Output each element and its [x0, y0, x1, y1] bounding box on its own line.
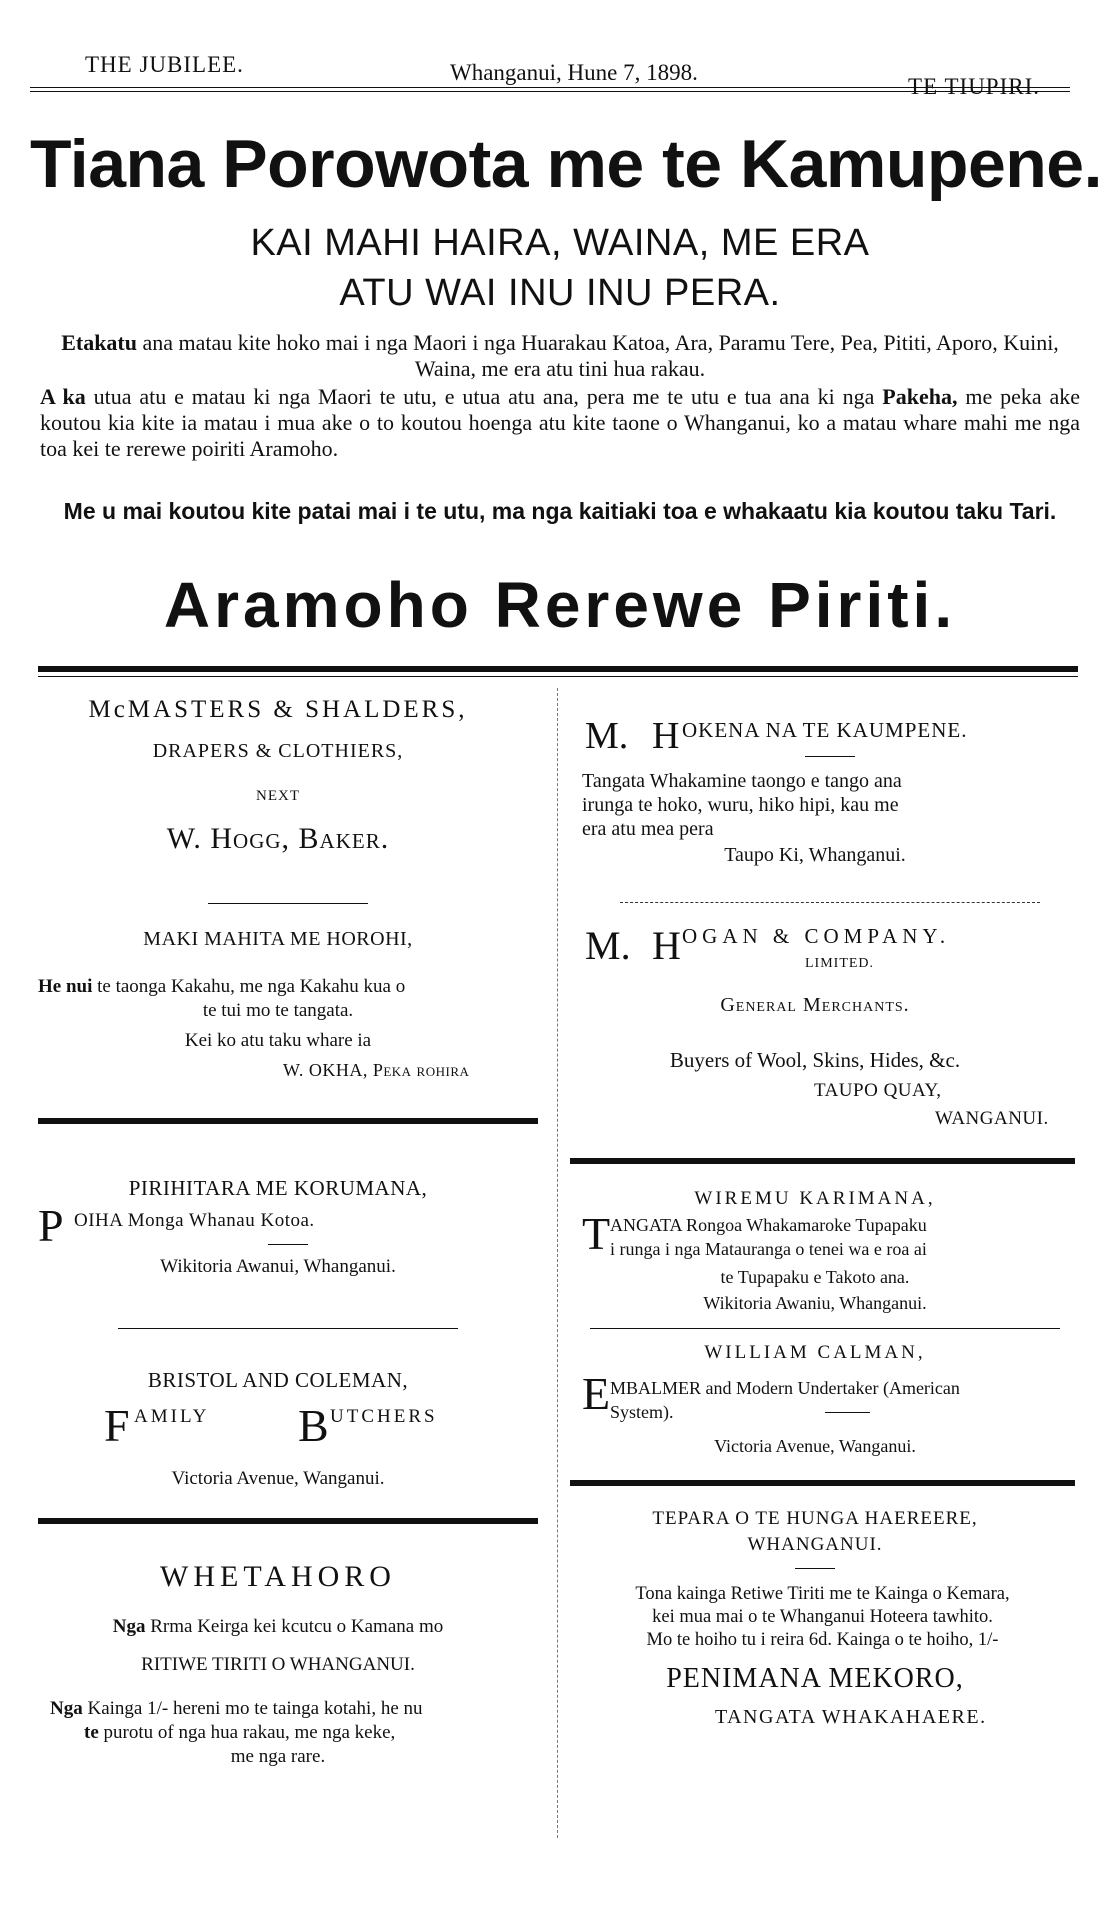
- para1-lead: Etakatu: [61, 330, 137, 355]
- bristol-word-family: AMILY: [134, 1406, 210, 1427]
- maki-signature: W. OKHA, Peka rohira: [283, 1060, 470, 1080]
- hogan-line2: TAUPO QUAY,: [814, 1080, 942, 1101]
- divider: [118, 1328, 458, 1329]
- wiremu-dropcap: T: [582, 1208, 611, 1259]
- whetahoro-line4-text: purotu of nga hua rakau, me nga keke,: [98, 1722, 396, 1743]
- calman-line1: MBALMER and Modern Undertaker (American: [610, 1378, 960, 1398]
- section-rule-thin: [38, 676, 1078, 677]
- section-rule: [38, 1118, 538, 1124]
- hogan-cap-m: M.: [585, 923, 631, 968]
- para2-lead: A ka: [40, 384, 86, 409]
- wiremu-address: Wikitoria Awaniu, Whanganui.: [703, 1293, 927, 1313]
- mcmasters-name: McMASTERS & SHALDERS,: [88, 696, 468, 723]
- calman-address: Victoria Avenue, Wanganui.: [714, 1436, 916, 1456]
- hogan-title: OGAN & COMPANY.: [682, 924, 951, 948]
- ad-title: Tiana Porowota me te Kamupene.: [30, 126, 1103, 202]
- tepara-title: TANGATA WHAKAHAERE.: [715, 1706, 987, 1728]
- whetahoro-line1: [38, 1616, 518, 1638]
- divider-tiny: [268, 1244, 308, 1245]
- whetahoro-line4-lead: te: [84, 1722, 99, 1743]
- masthead-left: THE JUBILEE.: [85, 52, 244, 77]
- masthead-right: TE TIUPIRI.: [908, 74, 1040, 99]
- maki-line3: Kei ko atu taku whare ia: [184, 1030, 372, 1051]
- para2-text: utua atu e matau ki nga Maori te utu, e utua atu ana, pera me te utu e tua ana ki nga: [85, 384, 883, 409]
- para2-text2: me peka ake koutou kia kite ia matau i mua ake o to koutou hoenga atu kite taone o Whanganui, ko a matau whare mahi me nga toa kei te rerewe poiriti Aramoho.: [40, 384, 1080, 461]
- hokena-title: OKENA NA TE KAUMPENE.: [682, 718, 968, 742]
- masthead-rule: [30, 87, 1070, 92]
- wiremu-line1: ANGATA Rongoa Whakamaroke Tupapaku: [610, 1215, 927, 1235]
- hogan-limited: LIMITED.: [805, 956, 875, 971]
- wiremu-line2: i runga i nga Matauranga o tenei wa e roa ai: [610, 1239, 927, 1259]
- hokena-line2: irunga te hoko, wuru, hiko hipi, kau me: [582, 794, 899, 816]
- calman-dropcap: E: [582, 1368, 611, 1419]
- ad-call-line: Me u mai koutou kite patai mai i te utu, ma nga kaitiaki toa e whakaatu kia koutou taku Tari.: [63, 498, 1057, 524]
- section-rule: [38, 1518, 538, 1524]
- bristol-address: Victoria Avenue, Wanganui.: [171, 1468, 385, 1489]
- hokena-cap-h: H: [652, 715, 680, 757]
- whetahoro-line4: [84, 1722, 395, 1744]
- wiremu-line3: te Tupapaku e Takoto ana.: [720, 1267, 910, 1287]
- tepara-line1: Tona kainga Retiwe Tiriti me te Kainga o Kemara,: [635, 1584, 1010, 1604]
- pirihitara-dropcap: P: [38, 1200, 64, 1251]
- wiremu-heading: WIREMU KARIMANA,: [694, 1188, 936, 1209]
- ad-footer-title: Aramoho Rerewe Piriti.: [163, 569, 957, 641]
- hokena-line1: Tangata Whakamine taongo e tango ana: [582, 770, 902, 792]
- masthead-date: Whanganui, Hune 7, 1898.: [450, 60, 698, 85]
- masthead: [30, 52, 1070, 99]
- whetahoro-line5: me nga rare.: [230, 1746, 326, 1767]
- hokena-cap-m: M.: [585, 715, 629, 757]
- para1-text: ana matau kite hoko mai i nga Maori i nga Huarakau Katoa, Ara, Paramu Tere, Pea, Pititi, Aporo, Kuini, Waina, me era atu tini hua rakau.: [136, 330, 1059, 381]
- tepara-name: PENIMANA MEKORO,: [666, 1663, 964, 1694]
- bristol-cap-f: F: [104, 1400, 130, 1451]
- divider-short: [208, 903, 368, 904]
- whetahoro-line2: RITIWE TIRITI O WHANGANUI.: [141, 1654, 415, 1675]
- ad-subtitle-line1: KAI MAHI HAIRA, WAINA, ME ERA: [250, 222, 870, 264]
- mcmasters-neighbor: W. Hogg, Baker.: [166, 822, 390, 855]
- maki-line1: [38, 976, 405, 998]
- para2-lead2: Pakeha,: [882, 384, 958, 409]
- ad-subtitle-line2: ATU WAI INU INU PERA.: [339, 272, 781, 314]
- maki-heading: MAKI MAHITA ME HOROHI,: [143, 928, 413, 950]
- column-divider: [557, 688, 558, 1838]
- tepara-heading2: WHANGANUI.: [747, 1534, 883, 1555]
- hogan-line3: WANGANUI.: [935, 1108, 1049, 1129]
- hogan-line1: Buyers of Wool, Skins, Hides, &c.: [669, 1048, 961, 1072]
- whetahoro-line3-lead: Nga: [50, 1698, 83, 1719]
- divider: [590, 1328, 1060, 1329]
- bristol-heading: BRISTOL AND COLEMAN,: [147, 1368, 409, 1392]
- pirihitara-line1: OIHA Monga Whanau Kotoa.: [74, 1210, 315, 1231]
- whetahoro-line3: [50, 1698, 423, 1720]
- tepara-heading1: TEPARA O TE HUNGA HAEREERE,: [652, 1508, 978, 1529]
- ad-paragraph-1: [40, 330, 1080, 382]
- divider-dashed: [620, 902, 1040, 903]
- mcmasters-trade: DRAPERS & CLOTHIERS,: [152, 740, 404, 762]
- left-column: [38, 688, 543, 1838]
- hogan-cap-h: H: [652, 923, 681, 968]
- bristol-cap-b: B: [298, 1400, 329, 1451]
- maki-text1: te taonga Kakahu, me nga Kakahu kua o: [92, 976, 406, 997]
- tepara-line2: kei mua mai o te Whanganui Hoteera tawhito.: [652, 1607, 993, 1627]
- section-rule: [570, 1158, 1075, 1164]
- bristol-word-butchers: UTCHERS: [330, 1406, 438, 1427]
- divider-tiny: [825, 1412, 870, 1413]
- calman-line2: System).: [610, 1402, 674, 1422]
- right-column: [570, 688, 1075, 1838]
- section-rule: [570, 1480, 1075, 1486]
- pirihitara-heading: PIRIHITARA ME KORUMANA,: [128, 1176, 428, 1200]
- hokena-line3: era atu mea pera: [582, 818, 714, 840]
- mcmasters-next: NEXT: [256, 788, 300, 804]
- maki-line2: te tui mo te tangata.: [202, 1000, 354, 1021]
- whetahoro-line1-lead: Nga: [112, 1616, 146, 1637]
- section-rule: [38, 666, 1078, 672]
- divider-tiny: [805, 756, 855, 757]
- divider-tiny: [795, 1568, 835, 1569]
- whetahoro-line3-text: Kainga 1/- hereni mo te tainga kotahi, he nu: [82, 1698, 423, 1719]
- hokena-address: Taupo Ki, Whanganui.: [724, 844, 906, 866]
- hogan-trade: General Merchants.: [720, 994, 910, 1016]
- whetahoro-line1-text: Rrma Keirga kei kcutcu o Kamana mo: [145, 1616, 444, 1637]
- pirihitara-address: Wikitoria Awanui, Whanganui.: [160, 1256, 396, 1277]
- maki-lead: He nui: [38, 976, 93, 997]
- whetahoro-heading: WHETAHORO: [160, 1560, 396, 1593]
- tepara-line3: Mo te hoiho tu i reira 6d. Kainga o te hoiho, 1/-: [646, 1630, 999, 1650]
- calman-heading: WILLIAM CALMAN,: [704, 1342, 926, 1363]
- ad-paragraph-2: [40, 384, 1080, 462]
